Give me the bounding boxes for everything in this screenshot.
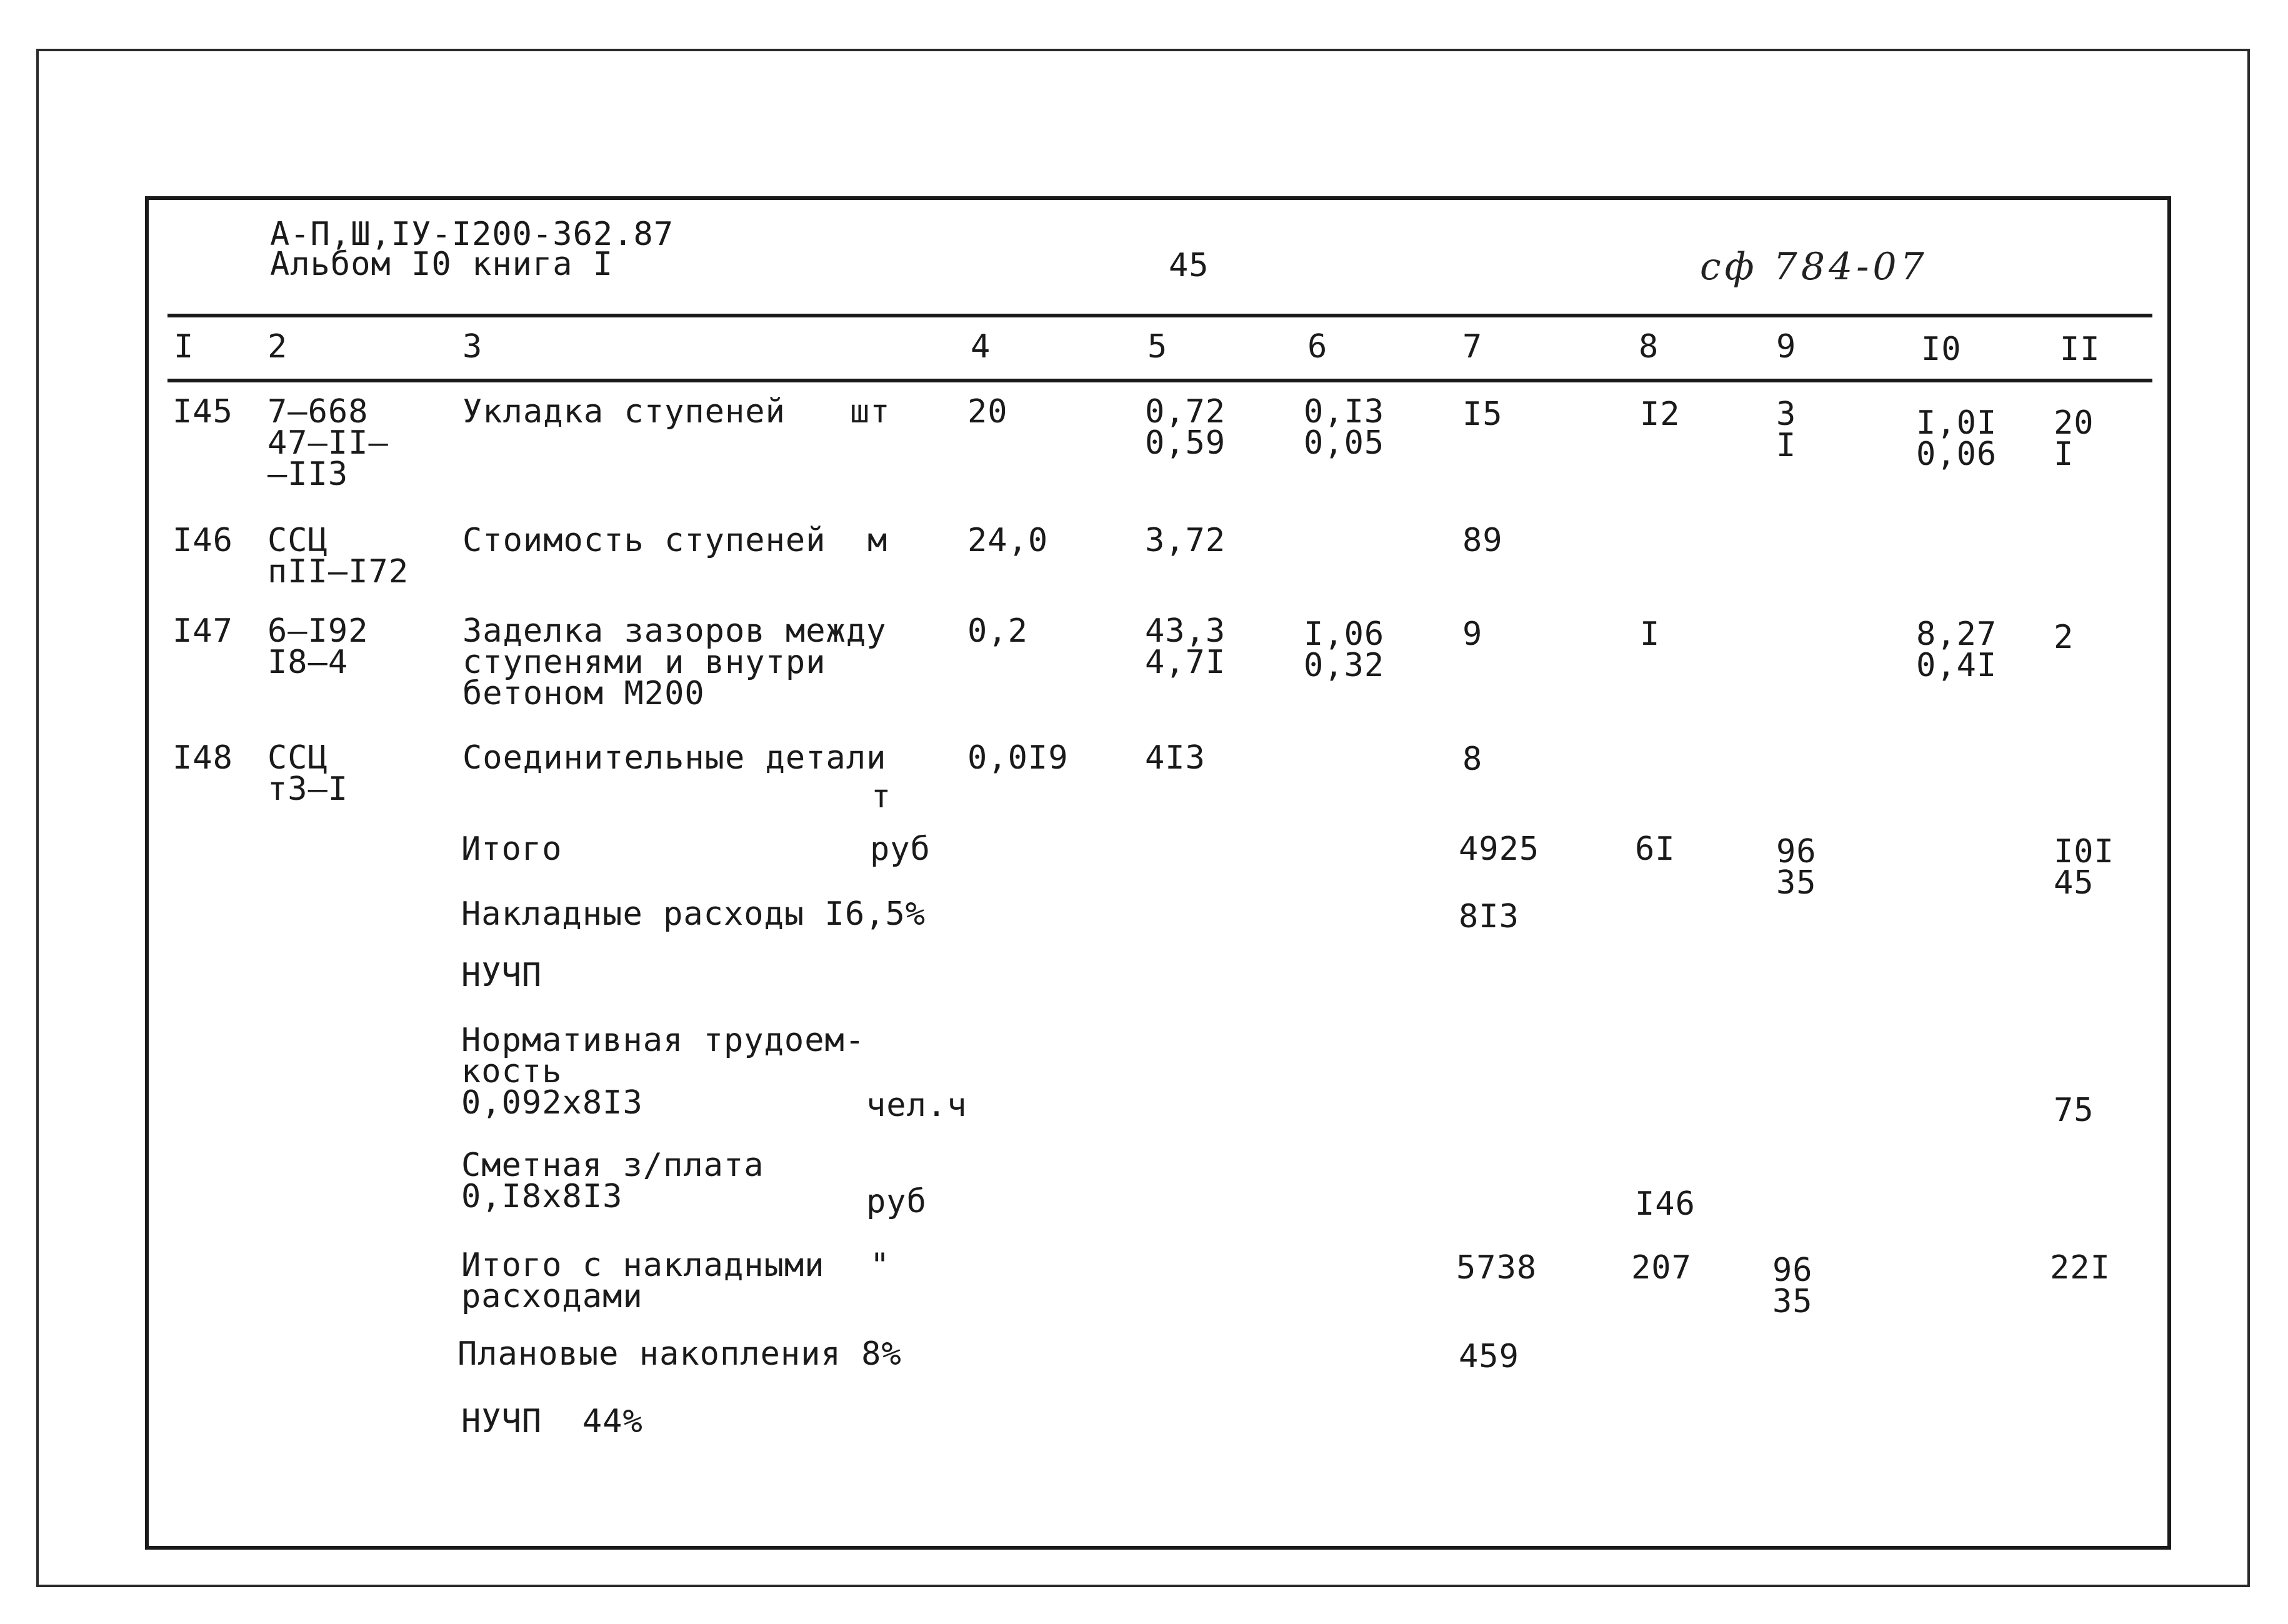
summary-machine-wages: 96 35: [1776, 833, 1817, 902]
work-description: Заделка зазоров между ступенями и внутри бетоном М200: [462, 612, 887, 712]
quantity: 24,0: [967, 522, 1049, 559]
quantity: 0,0I9: [967, 739, 1069, 777]
row-number: I45: [172, 393, 233, 431]
summary-total: 8I3: [1459, 898, 1519, 935]
col-header-11: II: [2060, 331, 2101, 368]
norm-reference: ССЦ т3–I: [267, 739, 349, 808]
col-header-7: 7: [1462, 328, 1483, 366]
unit-cost: 4I3: [1145, 739, 1206, 777]
summary-wages: I46: [1635, 1185, 1696, 1223]
summary-labor: 75: [2054, 1092, 2094, 1129]
unit-cost: 43,3 4,7I: [1145, 612, 1226, 681]
col-header-3: 3: [462, 328, 483, 366]
labor-unit: 8,27 0,4I: [1916, 615, 1997, 684]
document-code: А-П,Ш,IУ-I200-362.87: [270, 216, 674, 253]
row-number: I47: [172, 612, 233, 650]
header-bottom-rule: [167, 379, 2152, 382]
header-top-rule: [167, 314, 2152, 317]
col-header-2: 2: [267, 328, 288, 366]
album-book: Альбом I0 книга I: [270, 246, 614, 283]
col-header-8: 8: [1639, 328, 1659, 366]
work-description: Стоимость ступеней: [462, 522, 826, 559]
total-cost: 9: [1462, 615, 1483, 653]
col-header-5: 5: [1147, 328, 1168, 366]
labor-total: 20 I: [2054, 404, 2094, 473]
summary-label: НУЧП: [461, 957, 542, 994]
summary-unit: руб: [866, 1183, 927, 1220]
summary-total: 459: [1459, 1338, 1519, 1375]
row-number: I48: [172, 739, 233, 777]
machine-wages: 3 I: [1776, 396, 1797, 464]
row-number: I46: [172, 522, 233, 559]
col-header-9: 9: [1776, 328, 1797, 366]
col-header-4: 4: [971, 328, 991, 366]
total-cost: 89: [1462, 522, 1503, 559]
total-cost: 8: [1462, 740, 1483, 778]
norm-reference: 7–668 47–II– –II3: [267, 393, 389, 493]
norm-reference: 6–I92 I8–4: [267, 612, 369, 681]
summary-label: Накладные расходы I6,5%: [461, 895, 926, 933]
summary-total: 4925: [1459, 830, 1540, 868]
handwritten-stamp: сф 784-07: [1700, 245, 1928, 289]
work-description: Укладка ступеней: [462, 393, 786, 431]
unit: м: [867, 522, 888, 559]
summary-wages: 207: [1631, 1249, 1692, 1287]
machine-cost: I,06 0,32: [1304, 615, 1385, 684]
unit-cost: 3,72: [1145, 522, 1226, 559]
page-number: 45: [1169, 247, 1209, 284]
wages: I2: [1640, 396, 1681, 433]
summary-wages: 6I: [1635, 830, 1676, 868]
summary-unit: ": [870, 1247, 891, 1284]
norm-reference: ССЦ пII–I72: [267, 522, 409, 590]
summary-total: 5738: [1456, 1249, 1537, 1287]
summary-label: Итого: [461, 830, 562, 868]
labor-total: 2: [2054, 619, 2074, 656]
summary-label: НУЧП 44%: [461, 1403, 643, 1440]
summary-machine-wages: 96 35: [1772, 1252, 1813, 1320]
summary-label: Итого с накладными расходами: [461, 1247, 825, 1315]
col-header-10: I0: [1921, 331, 1962, 368]
quantity: 20: [967, 393, 1008, 431]
unit-cost: 0,72 0,59: [1145, 393, 1226, 462]
summary-label: Сметная з/плата 0,I8х8I3: [461, 1147, 764, 1215]
summary-labor: I0I 45: [2054, 833, 2114, 902]
unit: т: [871, 778, 892, 815]
total-cost: I5: [1462, 396, 1503, 433]
wages: I: [1640, 615, 1661, 653]
unit: шт: [850, 393, 891, 431]
quantity: 0,2: [967, 612, 1028, 650]
work-description: Соединительные детали: [462, 739, 887, 777]
summary-unit: чел.ч: [866, 1087, 967, 1124]
machine-cost: 0,I3 0,05: [1304, 393, 1385, 462]
col-header-1: I: [174, 328, 194, 366]
col-header-6: 6: [1307, 328, 1328, 366]
summary-label: Плановые накопления 8%: [457, 1335, 902, 1373]
summary-unit: руб: [870, 830, 931, 868]
summary-labor: 22I: [2050, 1249, 2111, 1287]
summary-label: Нормативная трудоем- кость 0,092х8I3: [461, 1022, 866, 1122]
labor-unit: I,0I 0,06: [1916, 404, 1997, 473]
